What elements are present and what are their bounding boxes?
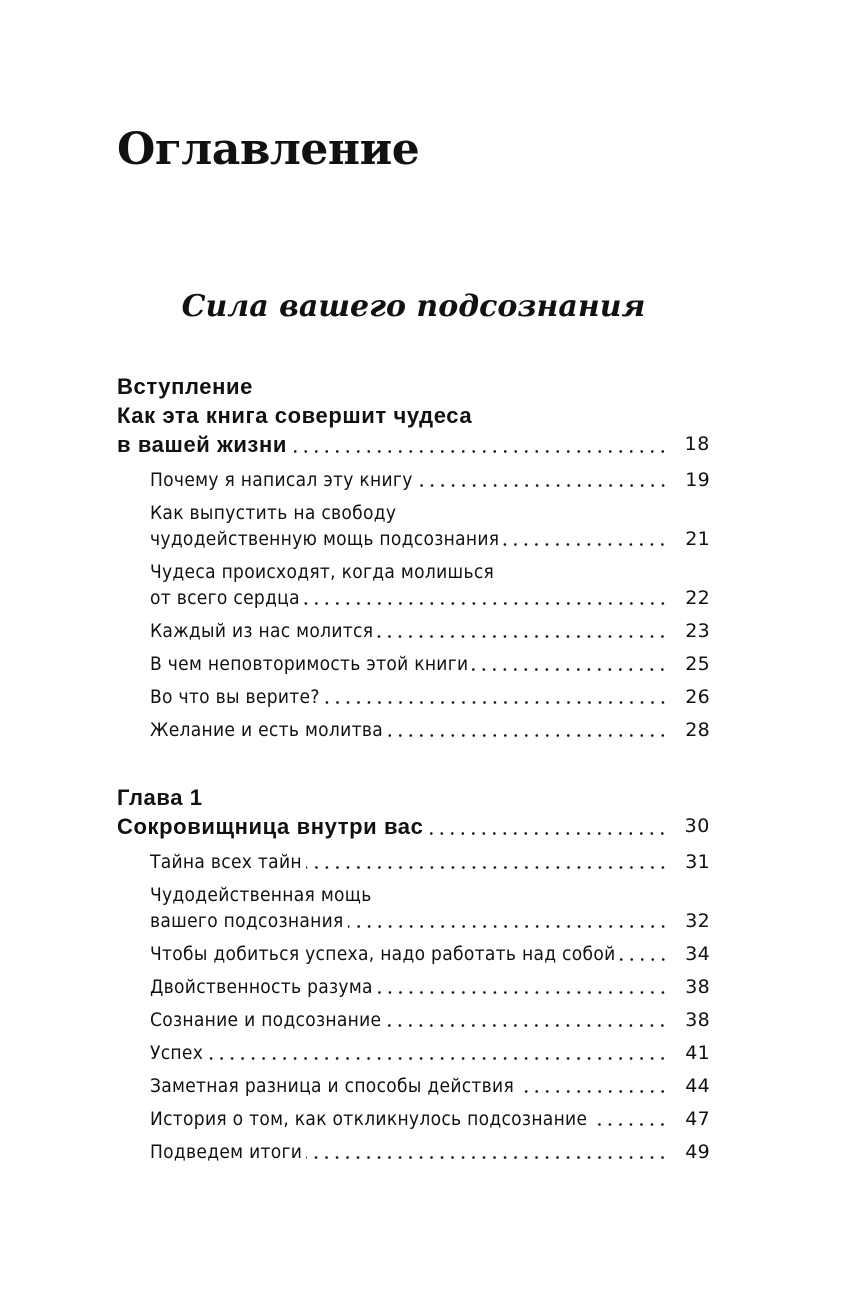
- toc-entry-row-title: Во что вы верите?: [150, 686, 320, 708]
- toc-entry-row-page-number: 34: [685, 943, 710, 965]
- dot-leader: [385, 1024, 668, 1027]
- toc-entry-line: Чудеса происходят, когда молишься: [150, 561, 495, 583]
- toc-entry-row: [150, 684, 710, 710]
- toc-entry-row-page-number: 38: [685, 1009, 710, 1031]
- toc-entry: [150, 1007, 710, 1033]
- toc-entry-row: [150, 1106, 710, 1132]
- dot-leader: [387, 734, 668, 737]
- toc-entry-row: [150, 1007, 710, 1033]
- toc-entry-row-title: вашего подсознания: [150, 910, 344, 932]
- toc-entry-row-title: Каждый из нас молится: [150, 620, 374, 642]
- dot-leader: [306, 1156, 668, 1159]
- toc-entry: [150, 1106, 710, 1132]
- toc-entry-row-title: чудодейственную мощь подсознания: [150, 528, 500, 550]
- toc-entry: [150, 467, 710, 493]
- dot-leader: [427, 832, 668, 835]
- toc-section: [117, 783, 710, 1165]
- toc-entry-row-title: Сознание и подсознание: [150, 1009, 382, 1031]
- toc-entry-row-title: Двойственность разума: [150, 976, 373, 998]
- toc-entry-row-title: Заметная разница и способы действия: [150, 1075, 515, 1097]
- toc-entry-row-text: [150, 849, 674, 875]
- dot-leader: [472, 668, 668, 671]
- dot-leader: [503, 543, 668, 546]
- toc-entry-row: [150, 585, 710, 611]
- chapter-title-title: в вашей жизни: [117, 432, 287, 457]
- toc-entry-row-page-number: 26: [685, 686, 710, 708]
- chapter-title-line: Как эта книга совершит чудеса: [117, 403, 473, 428]
- toc-entry-row-title: Почему я написал эту книгу: [150, 469, 413, 491]
- toc-entry-row-page-number: 19: [685, 469, 710, 491]
- dot-leader: [207, 1057, 668, 1060]
- toc-entry-row-title: Желание и есть молитва: [150, 719, 383, 741]
- toc-entry: [150, 684, 710, 710]
- toc-entry-row-text: [150, 1106, 674, 1132]
- chapter-title-text: [117, 812, 674, 841]
- toc-entry: [150, 1139, 710, 1165]
- toc-entry-row-page-number: 25: [685, 653, 710, 675]
- toc-entry-row: [150, 717, 710, 743]
- chapter-heading: [117, 401, 710, 459]
- toc-entry-row-text: [150, 651, 674, 677]
- toc-entry: [150, 882, 710, 934]
- toc-entry-row: [150, 1073, 710, 1099]
- dot-leader: [304, 602, 668, 605]
- toc-entry-row-page-number: 38: [685, 976, 710, 998]
- dot-leader: [377, 635, 668, 638]
- toc-entry-row-page-number: 28: [685, 719, 710, 741]
- toc-entry-row-page-number: 49: [685, 1141, 710, 1163]
- dot-leader: [518, 1090, 668, 1093]
- toc-entry-row-page-number: 21: [685, 528, 710, 550]
- dot-leader: [591, 1123, 668, 1126]
- toc-entry: [150, 1040, 710, 1066]
- toc-entry-row-page-number: 32: [685, 910, 710, 932]
- toc-entry-row-text: [150, 526, 674, 552]
- toc-entry-row-text: [150, 618, 674, 644]
- toc-entry-row-text: [150, 1007, 674, 1033]
- dot-leader: [306, 866, 668, 869]
- toc-entry-row-page-number: 44: [685, 1075, 710, 1097]
- toc-entry-row-text: [150, 585, 674, 611]
- toc-entry-row-page-number: 23: [685, 620, 710, 642]
- toc-entry: [150, 849, 710, 875]
- dot-leader: [620, 958, 668, 961]
- toc-entry-row-title: Чтобы добиться успеха, надо работать над собой: [150, 943, 616, 965]
- book-title: Сила вашего подсознания: [181, 289, 646, 324]
- toc-entry: [150, 717, 710, 743]
- toc-entry-line: Как выпустить на свободу: [150, 502, 397, 524]
- toc-entry-row-title: История о том, как откликнулось подсознание: [150, 1108, 588, 1130]
- toc-entry-row-text: [150, 1040, 674, 1066]
- toc-entry: [150, 500, 710, 552]
- dot-leader: [291, 450, 668, 453]
- toc-entry-row-page-number: 41: [685, 1042, 710, 1064]
- toc-entry-row: [150, 849, 710, 875]
- chapter-title-text: [117, 430, 674, 459]
- dot-leader: [417, 484, 668, 487]
- toc-entry-row-page-number: 31: [685, 851, 710, 873]
- toc-entry-row-text: [150, 1073, 674, 1099]
- toc-entry-row: [150, 618, 710, 644]
- toc-entry-row-title: Подведем итоги: [150, 1141, 303, 1163]
- page-title: Оглавление: [117, 124, 420, 175]
- toc-entry: [150, 941, 710, 967]
- toc-entry-row-text: [150, 467, 674, 493]
- toc-entry-row-text: [150, 974, 674, 1000]
- toc-entry: [150, 651, 710, 677]
- toc-entry-row-title: В чем неповторимость этой книги: [150, 653, 469, 675]
- chapter-title: [117, 430, 710, 459]
- toc-entry-row: [150, 651, 710, 677]
- toc-entry-line: Чудодейственная мощь: [150, 884, 372, 906]
- toc-entry-row: [150, 467, 710, 493]
- chapter-title-page-number: 30: [684, 815, 710, 837]
- toc-entry: [150, 974, 710, 1000]
- toc-entry: [150, 559, 710, 611]
- toc-entry-row-text: [150, 1139, 674, 1165]
- toc-section: [117, 372, 710, 743]
- chapter-label: Глава 1: [117, 785, 203, 810]
- toc-entry-row: [150, 974, 710, 1000]
- toc-entry-row: [150, 526, 710, 552]
- toc-entry-row-title: Успех: [150, 1042, 204, 1064]
- toc-entry-row: [150, 1040, 710, 1066]
- toc-entry: [150, 618, 710, 644]
- toc-entry-row-page-number: 22: [685, 587, 710, 609]
- dot-leader: [377, 991, 668, 994]
- toc-entry-row-title: Тайна всех тайн: [150, 851, 302, 873]
- toc-entry-row-title: от всего сердца: [150, 587, 300, 609]
- toc-entry-row-text: [150, 717, 674, 743]
- toc-entry-row-text: [150, 941, 674, 967]
- chapter-label: Вступление: [117, 374, 253, 399]
- dot-leader: [348, 925, 668, 928]
- toc-entry-row-page-number: 47: [685, 1108, 710, 1130]
- dot-leader: [324, 701, 668, 704]
- chapter-title-page-number: 18: [684, 433, 710, 455]
- toc-entry-row-text: [150, 908, 674, 934]
- chapter-heading: [117, 812, 710, 841]
- toc-entry-row-text: [150, 684, 674, 710]
- toc-entry-row: [150, 908, 710, 934]
- chapter-title-title: Сокровищница внутри вас: [117, 814, 424, 839]
- chapter-title: [117, 812, 710, 841]
- table-of-contents: [117, 372, 710, 1165]
- toc-entry-row: [150, 941, 710, 967]
- toc-entry-row: [150, 1139, 710, 1165]
- toc-entry: [150, 1073, 710, 1099]
